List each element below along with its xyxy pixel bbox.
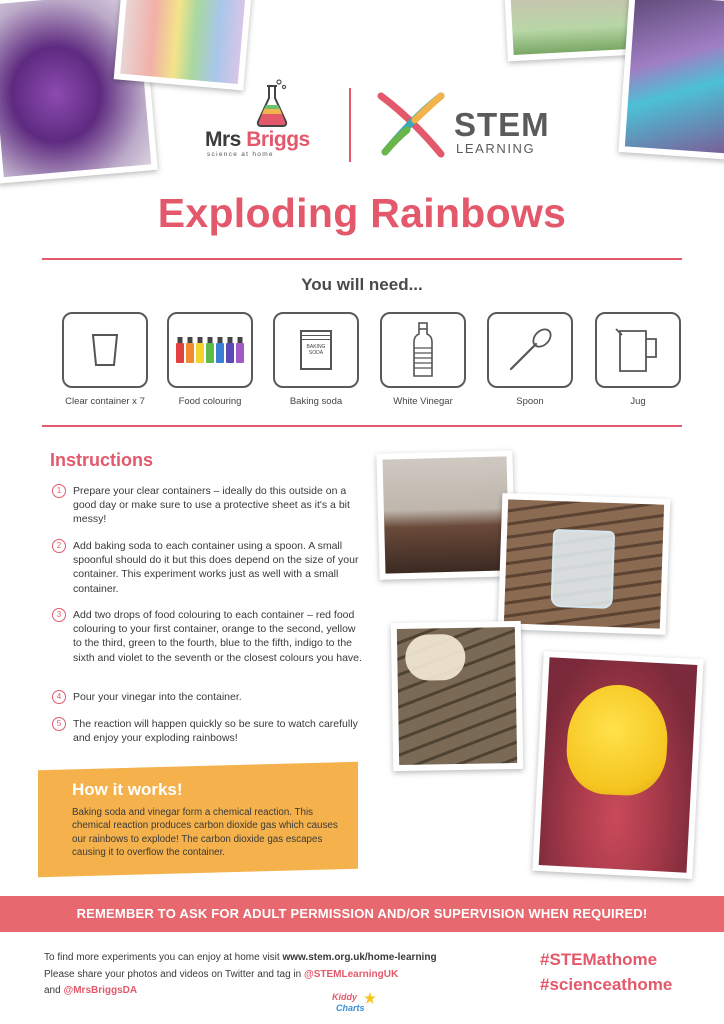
- divider-middle: [42, 425, 682, 427]
- mrsbriggs-twitter-handle[interactable]: @MrsBriggsDA: [63, 985, 138, 996]
- divider-top: [42, 258, 682, 260]
- step-text: The reaction will happen quickly so be sure to watch carefully and enjoy your exploding rainbows!: [73, 718, 358, 745]
- photo-flasks: [114, 0, 253, 90]
- box-icon: [300, 330, 332, 370]
- stem-x-icon: [375, 90, 447, 160]
- need-item-label: Spoon: [516, 396, 544, 407]
- how-it-works-heading: How it works!: [72, 780, 183, 799]
- photo-pouring: [391, 621, 524, 771]
- kiddy-text: Kiddy: [332, 992, 358, 1002]
- need-item-label: White Vinegar: [393, 396, 453, 407]
- footer-line-2-text: Please share your photos and videos on Twitter and tag in: [44, 969, 304, 980]
- photo-supplies: [376, 450, 515, 580]
- step-number: 2: [52, 539, 66, 553]
- step-text: Pour your vinegar into the container.: [73, 691, 242, 703]
- stem-website-link[interactable]: www.stem.org.uk/home-learning: [282, 952, 437, 963]
- stem-wordmark: STEM: [454, 106, 550, 143]
- need-item-spoon: [487, 312, 573, 407]
- need-item-vinegar: [380, 312, 466, 407]
- need-item-label: Clear container x 7: [65, 396, 145, 407]
- flask-icon: [253, 78, 291, 128]
- spoon-icon: [505, 325, 555, 375]
- box-label: BAKING SODA: [306, 344, 326, 356]
- mrs-briggs-second: Briggs: [246, 128, 310, 151]
- instructions-heading: Instructions: [50, 450, 154, 470]
- mrs-briggs-logo: [205, 78, 335, 160]
- glass-icon: [90, 333, 120, 367]
- charts-text: Charts: [336, 1003, 365, 1013]
- footer-line-1: [44, 952, 437, 963]
- step-text: Add baking soda to each container using a spoon. A small spoonful should do it but this does depend on the size of your container. This experiment works just as well with a small container.: [73, 540, 359, 595]
- step-number: 3: [52, 608, 66, 622]
- photo-explosion: [532, 651, 703, 879]
- stem-learning-text: LEARNING: [456, 141, 536, 156]
- bottles-icon: [174, 335, 246, 365]
- star-icon: [364, 992, 376, 1004]
- step-number: 1: [52, 484, 66, 498]
- footer-line-3-text: and: [44, 985, 64, 996]
- stem-twitter-handle[interactable]: @STEMLearningUK: [303, 969, 399, 980]
- need-item-baking-soda: [273, 312, 359, 407]
- how-it-works-text: Baking soda and vinegar form a chemical reaction. This chemical reaction produces carbon dioxide gas which causes our rainbows to explode! The carbon dioxide gas escapes causing it to overflow the container.: [72, 807, 338, 858]
- hashtag-stem-at-home: #STEMathome: [540, 950, 658, 969]
- photo-lamp: [504, 0, 638, 61]
- mrs-briggs-wordmark: [205, 128, 310, 152]
- kiddy-charts-logo: [330, 992, 378, 1018]
- mrs-briggs-first: Mrs: [205, 128, 241, 151]
- footer-line-1-text: To find more experiments you can enjoy at home visit: [44, 952, 283, 963]
- need-item-food-colouring: [167, 312, 253, 407]
- need-item-label: Jug: [630, 396, 646, 407]
- footer-line-2: [44, 969, 398, 980]
- need-item-label: Baking soda: [289, 396, 343, 407]
- photo-glass-soda: [498, 493, 671, 635]
- mrs-briggs-tagline: science at home: [207, 151, 274, 158]
- footer-line-3: [44, 985, 137, 996]
- need-heading: You will need...: [301, 275, 423, 294]
- step-text: Add two drops of food colouring to each container – red food colouring to your first container, orange to the second, yellow to the third, green to the fourth, blue to the fifth, indigo to the sixth and violet to the seventh or the closest colours you have.: [73, 609, 362, 664]
- photo-tube: [618, 0, 724, 160]
- need-item-label: Food colouring: [178, 396, 242, 407]
- page-title: Exploding Rainbows: [157, 190, 567, 236]
- hashtag-science-at-home: #scienceathome: [540, 975, 673, 994]
- logo-divider: [349, 88, 351, 162]
- step-number: 5: [52, 717, 66, 731]
- need-item-jug: [595, 312, 681, 407]
- bottle-icon: [412, 322, 434, 378]
- permission-banner-text: REMEMBER TO ASK FOR ADULT PERMISSION AND/OR SUPERVISION WHEN REQUIRED!: [76, 906, 648, 921]
- jug-icon: [614, 327, 662, 373]
- step-number: 4: [52, 690, 66, 704]
- step-text: Prepare your clear containers – ideally do this outside on a good day or make sure to use a protective sheet as it's a bit messy!: [73, 485, 350, 526]
- need-item-container: [62, 312, 148, 407]
